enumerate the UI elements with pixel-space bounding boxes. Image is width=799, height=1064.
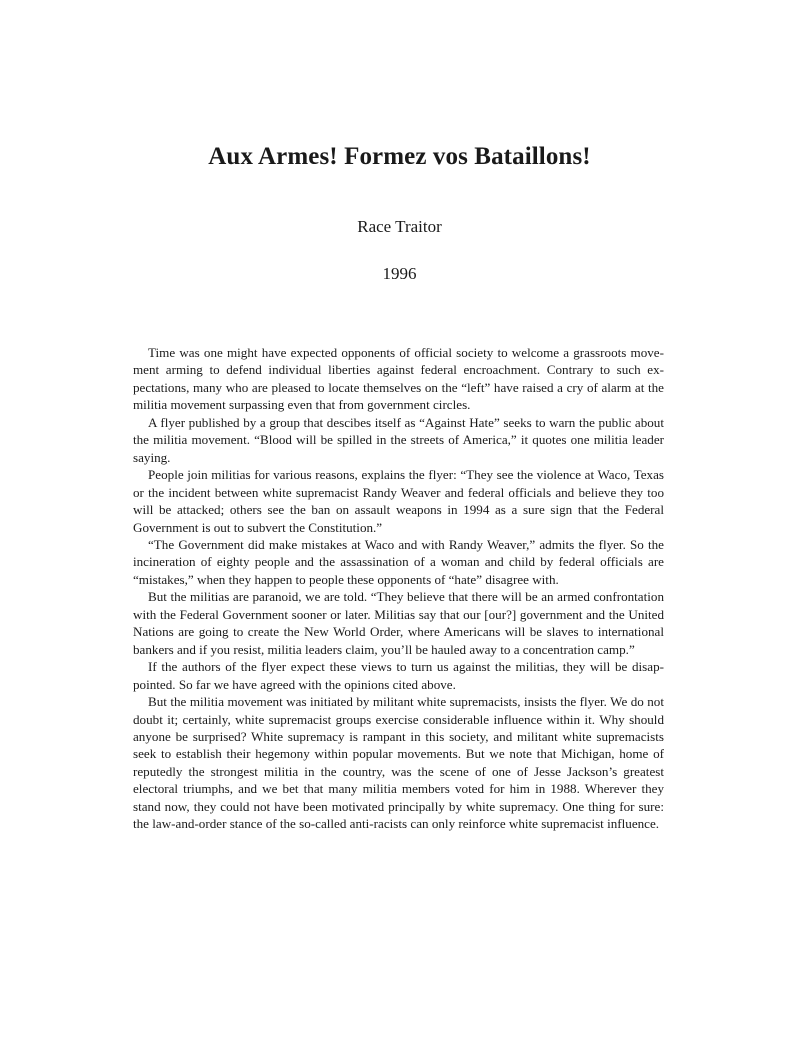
paragraph: Time was one might have expected opponents of official society to welcome a grassroots movement arming to defend individual liberties against federal encroachment. Contrary to such expectations, many who are pleased to locate themselves on the “left” have raised a cry of alarm at the militia movement surpassing even that from government circles. [133,345,664,413]
paragraph: “The Government did make mistakes at Waco and with Randy Weaver,” admits the flyer. So the incineration of eighty people and the assassination of a woman and child by federal officials are “mistakes,” when they happen to people these opponents of “hate” disagree with. [133,536,664,587]
document-author: Race Traitor [357,217,442,236]
document-title: Aux Armes! Formez vos Bataillons! [208,143,591,170]
paragraph: A flyer published by a group that descibes itself as “Against Hate” seeks to warn the public about the militia movement. “Blood will be spilled in the streets of America,” it quotes one militia leader saying. [133,414,664,465]
document-date: 1996 [382,264,417,283]
paragraph: If the authors of the flyer expect these views to turn us against the militias, they will be disappointed. So far we have agreed with the opinions cited above. [133,659,664,692]
document-body [133,344,664,833]
paragraph: But the militia movement was initiated by militant white supremacists, insists the flyer. We do not doubt it; certainly, white supremacist groups exercise considerable influence within it. Why should anyone be surprised? White supremacy is rampant in this society, and militant white supremacists seek to establish their hegemony within popular movements. But we note that Michigan, home of reputedly the strongest militia in the country, was the scene of one of Jesse Jackson’s greatest electoral triumphs, and we bet that many militia members voted for him in 1988. Wherever they stand now, they could not have been motivated principally by white supremacy. One thing for sure: the law-and-order stance of the so-called anti-racists can only reinforce white supremacist influence. [133,694,664,832]
paragraph: People join militias for various reasons, explains the flyer: “They see the violence at Waco, Texas or the incident between white supremacist Randy Weaver and federal officials and believe they too will be attacked; others see the ban on assault weapons in 1994 as a sure sign that the Federal Government is out to subvert the Constitution.” [133,467,664,535]
paragraph: But the militias are paranoid, we are told. “They believe that there will be an armed confrontation with the Federal Government sooner or later. Militias say that our [our?] government and the United Nations are going to create the New World Order, where Americans will be slaves to international bankers and if you resist, militia leaders claim, you’ll be hauled away to a concentration camp.” [133,589,664,657]
